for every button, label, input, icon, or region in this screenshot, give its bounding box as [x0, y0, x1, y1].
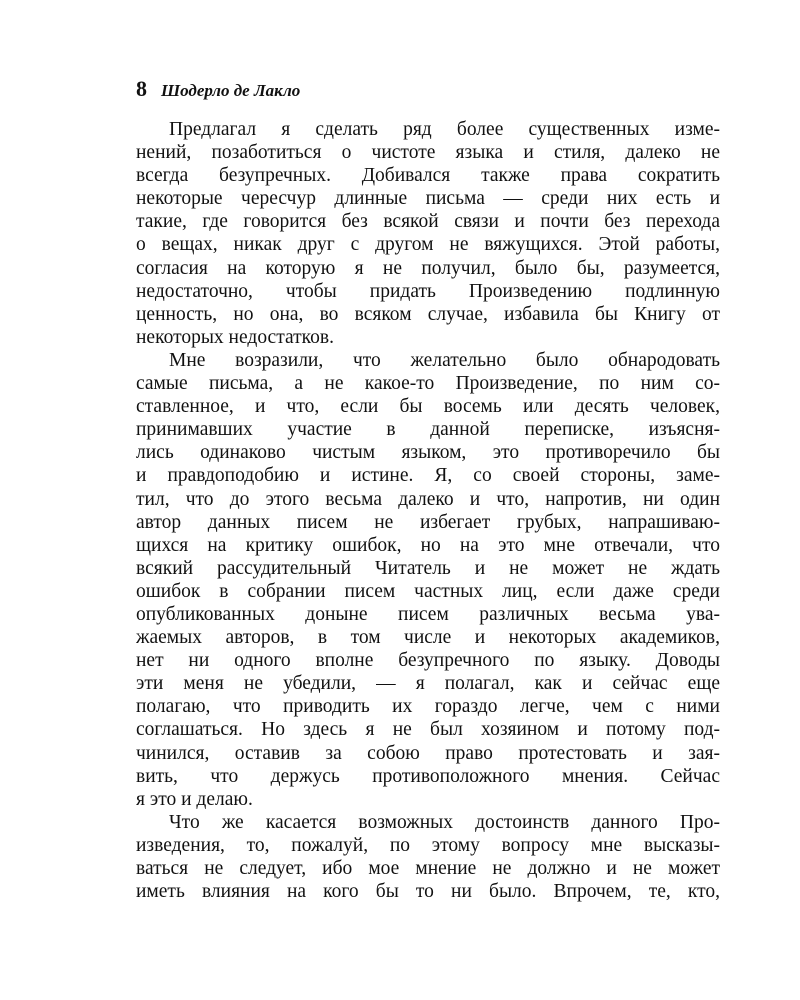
text-line: щихся на критику ошибок, но на это мне отвечали, что: [136, 534, 720, 556]
text-line: и правдоподобию и истине. Я, со своей стороны, заме-: [136, 465, 720, 487]
text-line: полагаю, что приводить их гораздо легче, чем с ними: [136, 696, 720, 718]
text-line: опубликованных доныне писем различных весьма ува-: [136, 603, 720, 625]
body-text: [136, 118, 720, 903]
text-line: согласия на которую я не получил, было бы, разумеется,: [136, 257, 720, 279]
text-line: соглашаться. Но здесь я не был хозяином и потому под-: [136, 719, 720, 741]
text-line: Что же касается возможных достоинств данного Про-: [169, 811, 720, 833]
text-line: ваться не следует, ибо мое мнение не должно и не может: [136, 858, 720, 879]
text-line: Мне возразили, что желательно было обнародовать: [169, 349, 720, 371]
text-line: самые письма, а не какое-то Произведение, по ним со-: [136, 373, 720, 395]
running-head-author: Шодерло де Лакло: [161, 81, 301, 100]
running-head: [136, 76, 300, 106]
text-line: жаемых авторов, в том числе и некоторых академиков,: [136, 627, 720, 649]
text-line: вить, что держусь противоположного мнения. Сейчас: [136, 765, 720, 787]
text-line: ставленное, и что, если бы восемь или десять человек,: [136, 396, 720, 418]
text-line: нений, позаботиться о чистоте языка и стиля, далеко не: [136, 142, 720, 164]
text-line: ошибок в собрании писем частных лиц, если даже среди: [136, 580, 720, 602]
text-line: чинился, оставив за собою право протестовать и зая-: [136, 742, 720, 764]
text-line: недостаточно, чтобы придать Произведению подлинную: [136, 280, 720, 302]
text-line: некоторые чересчур длинные письма — среди них есть и: [136, 188, 720, 210]
text-line: я это и делаю.: [136, 788, 253, 810]
text-line: Предлагал я сделать ряд более существенных изме-: [169, 119, 720, 140]
page-number: 8: [136, 76, 147, 101]
text-line: иметь влияния на кого бы то ни было. Впрочем, те, кто,: [136, 881, 720, 903]
text-line: автор данных писем не избегает грубых, напрашиваю-: [136, 511, 720, 533]
text-line: принимавших участие в данной переписке, изъясня-: [136, 419, 720, 441]
text-line: о вещах, никак друг с другом не вяжущихся. Этой работы,: [136, 234, 720, 256]
text-line: такие, где говорится без всякой связи и почти без перехода: [136, 211, 720, 233]
text-line: эти меня не убедили, — я полагал, как и сейчас еще: [136, 673, 720, 695]
text-line: изведения, то, пожалуй, по этому вопросу мне высказы-: [136, 834, 720, 856]
text-line: ценность, но она, во всяком случае, избавила бы Книгу от: [136, 303, 720, 325]
text-line: тил, что до этого весьма далеко и что, напротив, ни один: [136, 488, 720, 510]
text-line: всегда безупречных. Добивался также права сократить: [136, 165, 720, 187]
text-line: лись одинаково чистым языком, это противоречило бы: [136, 442, 720, 464]
text-line: всякий рассудительный Читатель и не может не ждать: [136, 557, 720, 579]
text-line: нет ни одного вполне безупречного по языку. Доводы: [136, 650, 720, 672]
text-line: некоторых недостатков.: [136, 326, 334, 348]
